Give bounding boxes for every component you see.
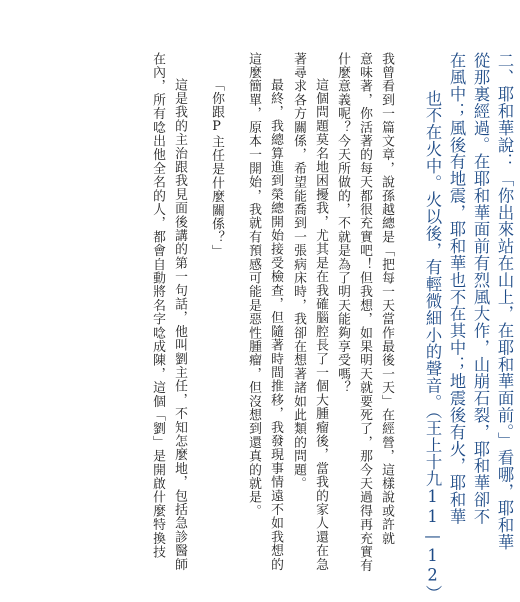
body-text-line: 這個問題莫名地困擾我，尤其是在我確腦腔長了一個大腫瘤後，當我的家人還在急 — [313, 78, 328, 572]
body-text-line: 這是我的主治跟我見面後講的第一句話，他叫劉主任，不知怎麼地，包括急診醫師 — [172, 78, 187, 572]
dialogue-quote-line: 「你跟P主任是什麼關係？」 — [209, 78, 224, 259]
scripture-verse-line: 在風中；風後有地震，耶和華也不在其中；地震後有火，耶和華 — [447, 52, 466, 525]
body-text-line: 最終，我總算進到榮總開始接受檢查，但隨著時間推移，我發現事情遠不如我想的 — [268, 78, 283, 572]
body-text-line: 我曾看到一篇文章，說孫越總是「把每一天當作最後一天」在經營，這樣說或許就 — [379, 52, 394, 546]
scripture-verse-line: 二、耶和華說：「你出來站在山上，在耶和華面前。」看哪，耶和華 — [495, 52, 514, 551]
body-text-line: 意味著，你活著的每天都很充實吧！但我想，如果明天就要死了，那今天過得再充實有 — [357, 52, 372, 573]
body-text-line: 這麼簡單，原本一開始，我就有預感可能是惡性腫瘤，但沒想到還真的就是。 — [246, 52, 261, 518]
body-text-line: 什麼意義呢？今天所做的，不就是為了明天能夠享受嗎？ — [335, 52, 350, 395]
body-text-line: 在內，所有唸出他全名的人，都會自動將名字唸成陳，這個「劉」是開啟什麼特換技 — [150, 52, 165, 559]
scripture-verse-line: 從那裏經過。在耶和華面前有烈風大作，山崩石裂，耶和華卻不 — [471, 52, 490, 525]
scripture-verse-line: 也不在火中。火以後，有輕微細小的聲音。（王上十九11—12） — [423, 90, 442, 602]
body-text-line: 著尋求各方關係，希望能喬到一張病床時，我卻在想著諸如此類的問題。 — [291, 52, 306, 491]
